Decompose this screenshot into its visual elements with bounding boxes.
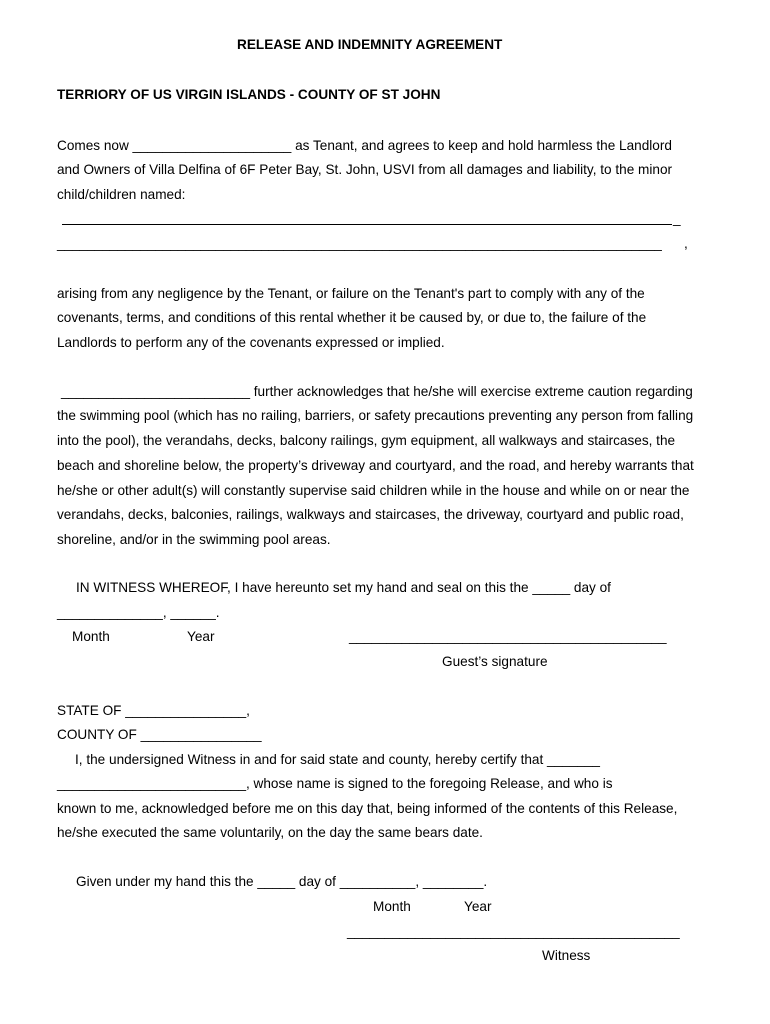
document-title: RELEASE AND INDEMNITY AGREEMENT: [237, 37, 503, 52]
children-name-line-2: ________________________________________________________________________________: [57, 236, 662, 251]
notary-month-label: Month: [373, 899, 411, 914]
given-under-hand-line: Given under my hand this the _____ day of __________, ________.: [76, 874, 488, 889]
year-label: Year: [187, 629, 215, 644]
state-of-line: STATE OF ________________,: [57, 703, 250, 718]
witness-signature-line: ____________________________________________: [347, 924, 680, 939]
para3-line-6: verandahs, decks, balconies, railings, walkways and staircases, the driveway, courtyard and public road,: [57, 507, 684, 522]
para2-line-1: arising from any negligence by the Tenant, or failure on the Tenant's part to comply with any of the: [57, 286, 645, 301]
guest-signature-line: __________________________________________: [349, 629, 667, 644]
para3-line-7: shoreline, and/or in the swimming pool areas.: [57, 532, 331, 547]
para1-line-3: child/children named:: [57, 187, 186, 202]
para2-line-3: Landlords to perform any of the covenants expressed or implied.: [57, 335, 445, 350]
para3-line-1: _________________________ further acknowledges that he/she will exercise extreme caution regarding: [61, 384, 693, 399]
notary-line-2: _________________________, whose name is signed to the foregoing Release, and who is: [57, 776, 613, 791]
children-name-line-2-tail: ,: [684, 236, 688, 251]
notary-line-4: he/she executed the same voluntarily, on the day the same bears date.: [57, 825, 483, 840]
para3-line-4: beach and shoreline below, the property’s driveway and courtyard, and the road, and hereby warrants that: [57, 458, 694, 473]
witness-whereof-line-2: ______________, ______.: [57, 605, 220, 620]
para1-line-1: Comes now _____________________ as Tenant, and agrees to keep and hold harmless the Landlord: [57, 138, 672, 153]
notary-year-label: Year: [464, 899, 492, 914]
para3-line-3: into the pool), the verandahs, decks, balcony railings, gym equipment, all walkways and staircases, the: [57, 433, 676, 448]
guest-signature-label: Guest’s signature: [442, 654, 548, 669]
para2-line-2: covenants, terms, and conditions of this rental whether it be caused by, or due to, the failure of the: [57, 310, 647, 325]
notary-line-1: I, the undersigned Witness in and for said state and county, hereby certify that _______: [75, 752, 600, 767]
para3-line-5: he/she or other adult(s) will constantly supervise said children while in the house and while on or near the: [57, 483, 690, 498]
witness-label: Witness: [542, 948, 591, 963]
para1-line-2: and Owners of Villa Delfina of 6F Peter Bay, St. John, USVI from all damages and liability, to the minor: [57, 162, 673, 177]
month-label: Month: [72, 629, 110, 644]
para3-line-2: the swimming pool (which has no railing, barriers, or safety precautions preventing any person from falling: [57, 408, 694, 423]
witness-whereof-line-1: IN WITNESS WHEREOF, I have hereunto set my hand and seal on this the _____ day of: [76, 580, 611, 595]
county-of-line: COUNTY OF ________________: [57, 727, 262, 742]
document-subtitle: TERRIORY OF US VIRGIN ISLANDS - COUNTY OF ST JOHN: [57, 87, 441, 102]
children-name-line-1-tail: _: [673, 211, 681, 226]
notary-line-3: known to me, acknowledged before me on this day that, being informed of the contents of this Release,: [57, 801, 678, 816]
children-name-line-1: [62, 224, 672, 225]
